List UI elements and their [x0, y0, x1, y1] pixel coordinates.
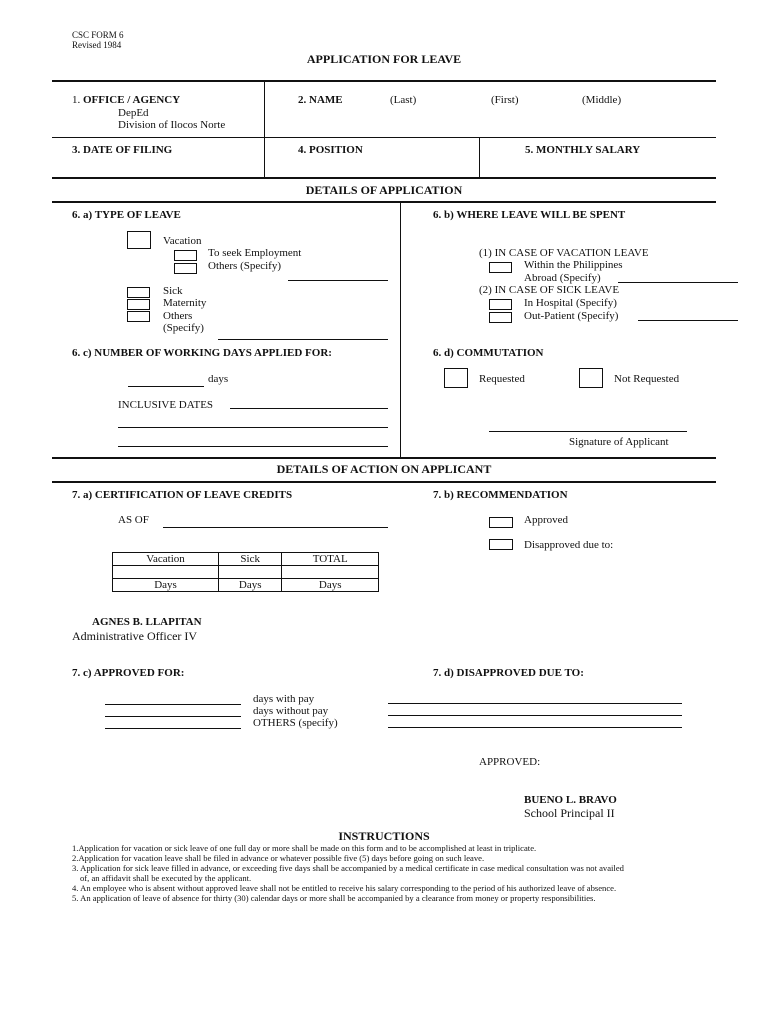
others-label: Others: [163, 310, 193, 322]
disapproved-reason-line[interactable]: [388, 703, 682, 704]
vacation-case-label: (1) IN CASE OF VACATION LEAVE: [479, 247, 649, 259]
form-title: APPLICATION FOR LEAVE: [306, 52, 462, 66]
seek-employment-label: To seek Employment: [208, 247, 302, 259]
inclusive-dates-line[interactable]: [118, 446, 388, 447]
requested-checkbox[interactable]: [444, 368, 468, 388]
others-specify-label: OTHERS (specify): [253, 717, 338, 729]
instruction-item: 3. Application for sick leave filled in advance, or exceeding five days shall be accompanied by a medical certificate in case medical consultation was not availed: [72, 863, 624, 873]
type-of-leave-label: 6. a) TYPE OF LEAVE: [72, 209, 181, 221]
instructions-heading: INSTRUCTIONS: [338, 829, 430, 843]
maternity-checkbox[interactable]: [127, 299, 150, 310]
days-without-pay-label: days without pay: [253, 705, 329, 717]
vacation-others-label: Others (Specify): [208, 260, 282, 272]
disapproved-label: Disapproved due to:: [524, 539, 614, 551]
requested-label: Requested: [479, 373, 525, 385]
officer-title: Administrative Officer IV: [72, 629, 198, 643]
divider: [52, 137, 716, 138]
vacation-checkbox[interactable]: [127, 231, 151, 249]
maternity-label: Maternity: [163, 297, 207, 309]
table-row: [113, 566, 379, 579]
name-middle-label: (Middle): [582, 94, 622, 106]
instructions-list: [72, 843, 732, 903]
others-checkbox[interactable]: [127, 311, 150, 322]
where-leave-label: 6. b) WHERE LEAVE WILL BE SPENT: [433, 209, 626, 221]
signature-label: Signature of Applicant: [569, 436, 669, 448]
seek-employment-checkbox[interactable]: [174, 250, 197, 261]
inclusive-dates-label: INCLUSIVE DATES: [118, 399, 214, 411]
principal-name: BUENO L. BRAVO: [524, 794, 617, 806]
inclusive-dates-line[interactable]: [230, 408, 388, 409]
approved-signature-label: APPROVED:: [479, 756, 541, 768]
position-label: 4. POSITION: [298, 144, 363, 156]
signature-line[interactable]: [489, 431, 687, 432]
officer-name: AGNES B. LLAPITAN: [92, 616, 202, 628]
disapproved-checkbox[interactable]: [489, 539, 513, 550]
days-label: days: [208, 373, 229, 385]
vacation-value-cell[interactable]: [113, 566, 219, 579]
total-unit: Days: [282, 579, 379, 592]
sick-header: Sick: [219, 553, 282, 566]
form-number: CSC FORM 6: [72, 30, 124, 40]
out-patient-specify-line[interactable]: [638, 320, 738, 321]
in-hospital-label: In Hospital (Specify): [524, 297, 617, 309]
commutation-label: 6. d) COMMUTATION: [433, 347, 544, 359]
table-row: [113, 553, 379, 566]
office-agency-value: DepEd: [118, 107, 149, 119]
divider: [400, 201, 401, 457]
total-header: TOTAL: [282, 553, 379, 566]
office-agency-label: 1. OFFICE / AGENCY: [72, 94, 181, 106]
date-of-filing-label: 3. DATE OF FILING: [72, 144, 173, 156]
table-row: [113, 579, 379, 592]
divider: [52, 481, 716, 483]
in-hospital-checkbox[interactable]: [489, 299, 512, 310]
days-input-line[interactable]: [128, 386, 204, 387]
out-patient-label: Out-Patient (Specify): [524, 310, 619, 322]
specify-label: (Specify): [163, 322, 204, 334]
instruction-item: 2.Application for vacation leave shall be filed in advance or whatever possible five (5) days before going on such leave.: [72, 853, 485, 863]
vacation-others-checkbox[interactable]: [174, 263, 197, 274]
name-label: 2. NAME: [298, 94, 343, 106]
certification-label: 7. a) CERTIFICATION OF LEAVE CREDITS: [72, 489, 293, 501]
days-without-pay-line[interactable]: [105, 716, 241, 717]
sick-unit: Days: [219, 579, 282, 592]
approved-for-label: 7. c) APPROVED FOR:: [72, 667, 185, 679]
instruction-item: 1.Application for vacation or sick leave of one full day or more shall be made on this form and to be accomplished at least in triplicate.: [72, 843, 537, 853]
not-requested-checkbox[interactable]: [579, 368, 603, 388]
days-with-pay-line[interactable]: [105, 704, 241, 705]
vacation-unit: Days: [113, 579, 219, 592]
as-of-label: AS OF: [118, 514, 149, 526]
vacation-header: Vacation: [113, 553, 219, 566]
monthly-salary-label: 5. MONTHLY SALARY: [525, 144, 641, 156]
office-division-value: Division of Ilocos Norte: [118, 119, 226, 131]
disapproved-reason-line[interactable]: [388, 715, 682, 716]
not-requested-label: Not Requested: [614, 373, 680, 385]
inclusive-dates-line[interactable]: [118, 427, 388, 428]
abroad-label: Abroad (Specify): [524, 272, 601, 284]
others-specify-line[interactable]: [218, 339, 388, 340]
out-patient-checkbox[interactable]: [489, 312, 512, 323]
sick-value-cell[interactable]: [219, 566, 282, 579]
sick-label: Sick: [163, 285, 183, 297]
details-action-heading: DETAILS OF ACTION ON APPLICANT: [276, 462, 492, 476]
as-of-line[interactable]: [163, 527, 388, 528]
instruction-item: 5. An application of leave of absence for thirty (30) calendar days or more shall be accompanied by a clearance from money or property responsibilities.: [72, 893, 596, 903]
instruction-item: of, an affidavit shall be executed by the applicant.: [80, 873, 252, 883]
vacation-others-line[interactable]: [288, 280, 388, 281]
details-application-heading: DETAILS OF APPLICATION: [305, 183, 463, 197]
working-days-label: 6. c) NUMBER OF WORKING DAYS APPLIED FOR:: [72, 347, 332, 359]
form-revised: Revised 1984: [72, 40, 122, 50]
total-value-cell[interactable]: [282, 566, 379, 579]
disapproved-due-label: 7. d) DISAPPROVED DUE TO:: [433, 667, 584, 679]
vacation-label: Vacation: [163, 235, 202, 247]
approved-checkbox[interactable]: [489, 517, 513, 528]
disapproved-reason-line[interactable]: [388, 727, 682, 728]
divider: [52, 457, 716, 459]
sick-case-label: (2) IN CASE OF SICK LEAVE: [479, 284, 620, 296]
divider: [52, 80, 716, 82]
others-specify-line[interactable]: [105, 728, 241, 729]
divider: [264, 80, 265, 177]
divider: [52, 177, 716, 179]
divider: [52, 201, 716, 203]
within-philippines-checkbox[interactable]: [489, 262, 512, 273]
leave-credits-table: [112, 552, 379, 592]
name-last-label: (Last): [390, 94, 417, 106]
abroad-specify-line[interactable]: [618, 282, 738, 283]
recommendation-label: 7. b) RECOMMENDATION: [433, 489, 568, 501]
approved-label: Approved: [524, 514, 568, 526]
days-with-pay-label: days with pay: [253, 693, 315, 705]
sick-checkbox[interactable]: [127, 287, 150, 298]
instruction-item: 4. An employee who is absent without approved leave shall not be entitled to receive his salary corresponding to the period of his authorized leave of absence.: [72, 883, 617, 893]
name-first-label: (First): [491, 94, 519, 106]
divider: [479, 137, 480, 177]
within-philippines-label: Within the Philippines: [524, 259, 623, 271]
principal-title: School Principal II: [524, 806, 615, 820]
